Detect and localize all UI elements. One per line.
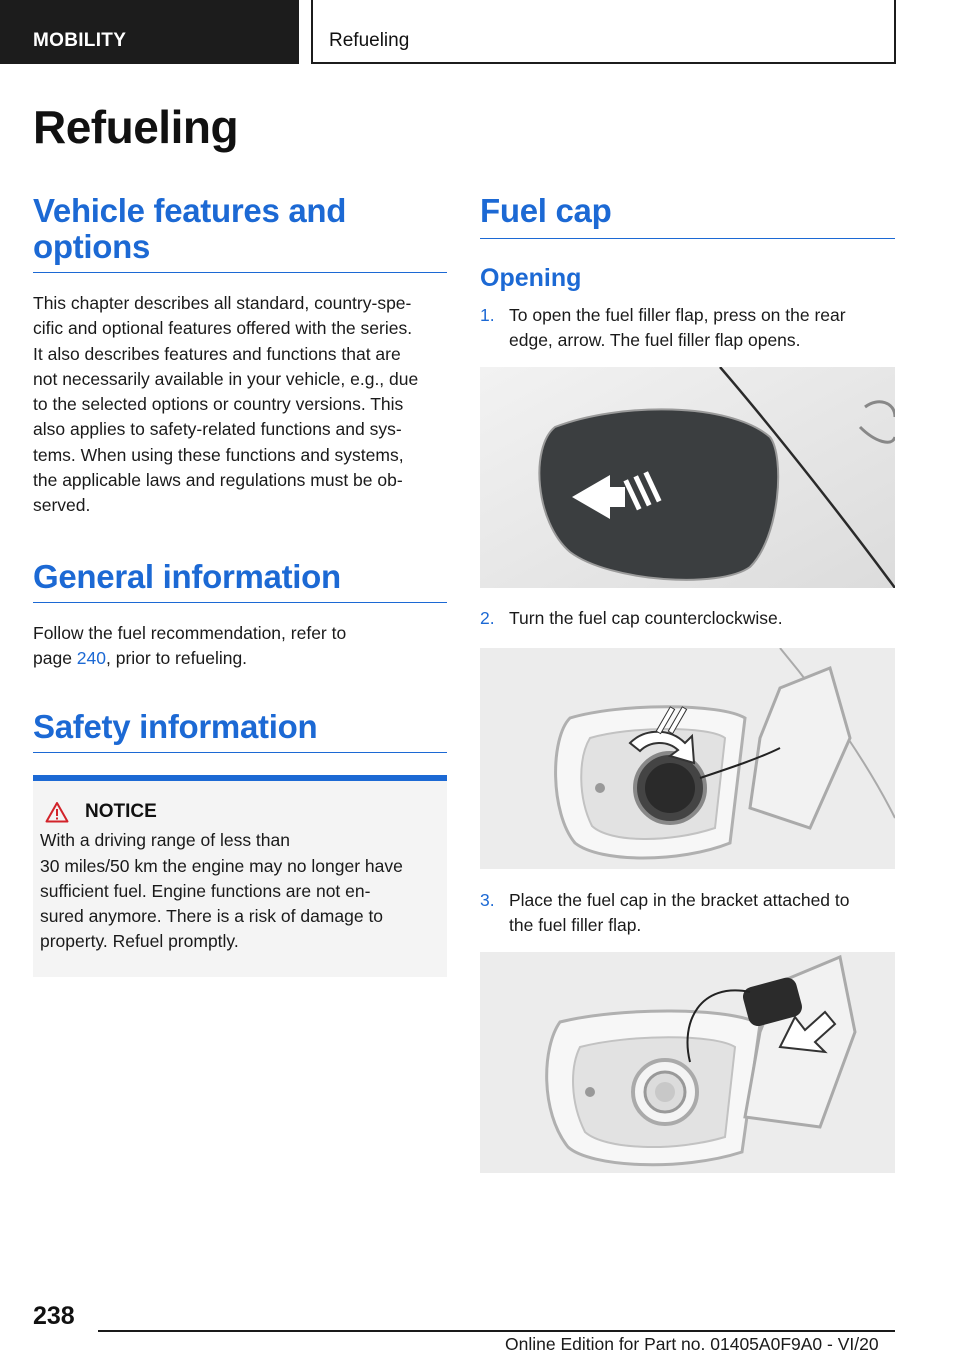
heading-general-information: General information (33, 559, 447, 603)
notice-text: With a driving range of less than 30 miles/50 km the engine may no longer have sufficient fuel. Engine functions are not en- sured anymore. There is a risk of damage to property. Refuel promptly. (40, 830, 403, 952)
page-reference-link[interactable]: 240 (76, 647, 106, 668)
steps-list (480, 303, 895, 354)
heading-fuel-cap: Fuel cap (480, 193, 895, 239)
heading-safety-information: Safety information (33, 709, 447, 753)
page-title: Refueling (33, 101, 239, 153)
figure-cap-in-bracket (480, 952, 895, 1173)
notice-label: NOTICE (85, 801, 157, 823)
figure-fuel-flap-press (480, 367, 895, 588)
list-item: 1. To open the fuel filler flap, press on the rear edge, arrow. The fuel filler flap opens. (480, 305, 846, 351)
list-item: 3. Place the fuel cap in the bracket attached to the fuel filler flap. (480, 889, 850, 936)
list-item: 2. Turn the fuel cap counterclockwise. (480, 607, 783, 628)
steps-list-3 (480, 888, 895, 939)
steps-list-2 (480, 606, 895, 631)
subheading-opening: Opening (480, 264, 582, 292)
warning-triangle-icon (45, 801, 69, 823)
general-information-text: Follow the fuel recommendation, refer to page 240, prior to refueling. (33, 622, 347, 668)
right-column (480, 193, 895, 1173)
page-number: 238 (33, 1302, 75, 1330)
vehicle-features-text: This chapter describes all standard, country-spe- cific and optional features offered with the series. It also describes features and functions that are not necessarily available in your vehicle, e.g., due to the selected options or country versions. This also applies to safety-related functions and sys- tems. When using these functions and systems, the applicable laws and regulations must be ob- served. (33, 293, 419, 516)
notice-box (33, 775, 447, 976)
footer-rule (98, 1330, 895, 1332)
header-section-label: MOBILITY (0, 0, 299, 64)
figure-turn-fuel-cap (480, 648, 895, 869)
footer-edition: Online Edition for Part no. 01405A0F9A0 - VI/20 (505, 1334, 879, 1354)
left-column (33, 193, 447, 977)
heading-rule (33, 265, 447, 273)
header-topic-label: Refueling (311, 0, 896, 64)
heading-vehicle-features: Vehicle features and options (33, 192, 347, 265)
notice-header (45, 801, 439, 823)
